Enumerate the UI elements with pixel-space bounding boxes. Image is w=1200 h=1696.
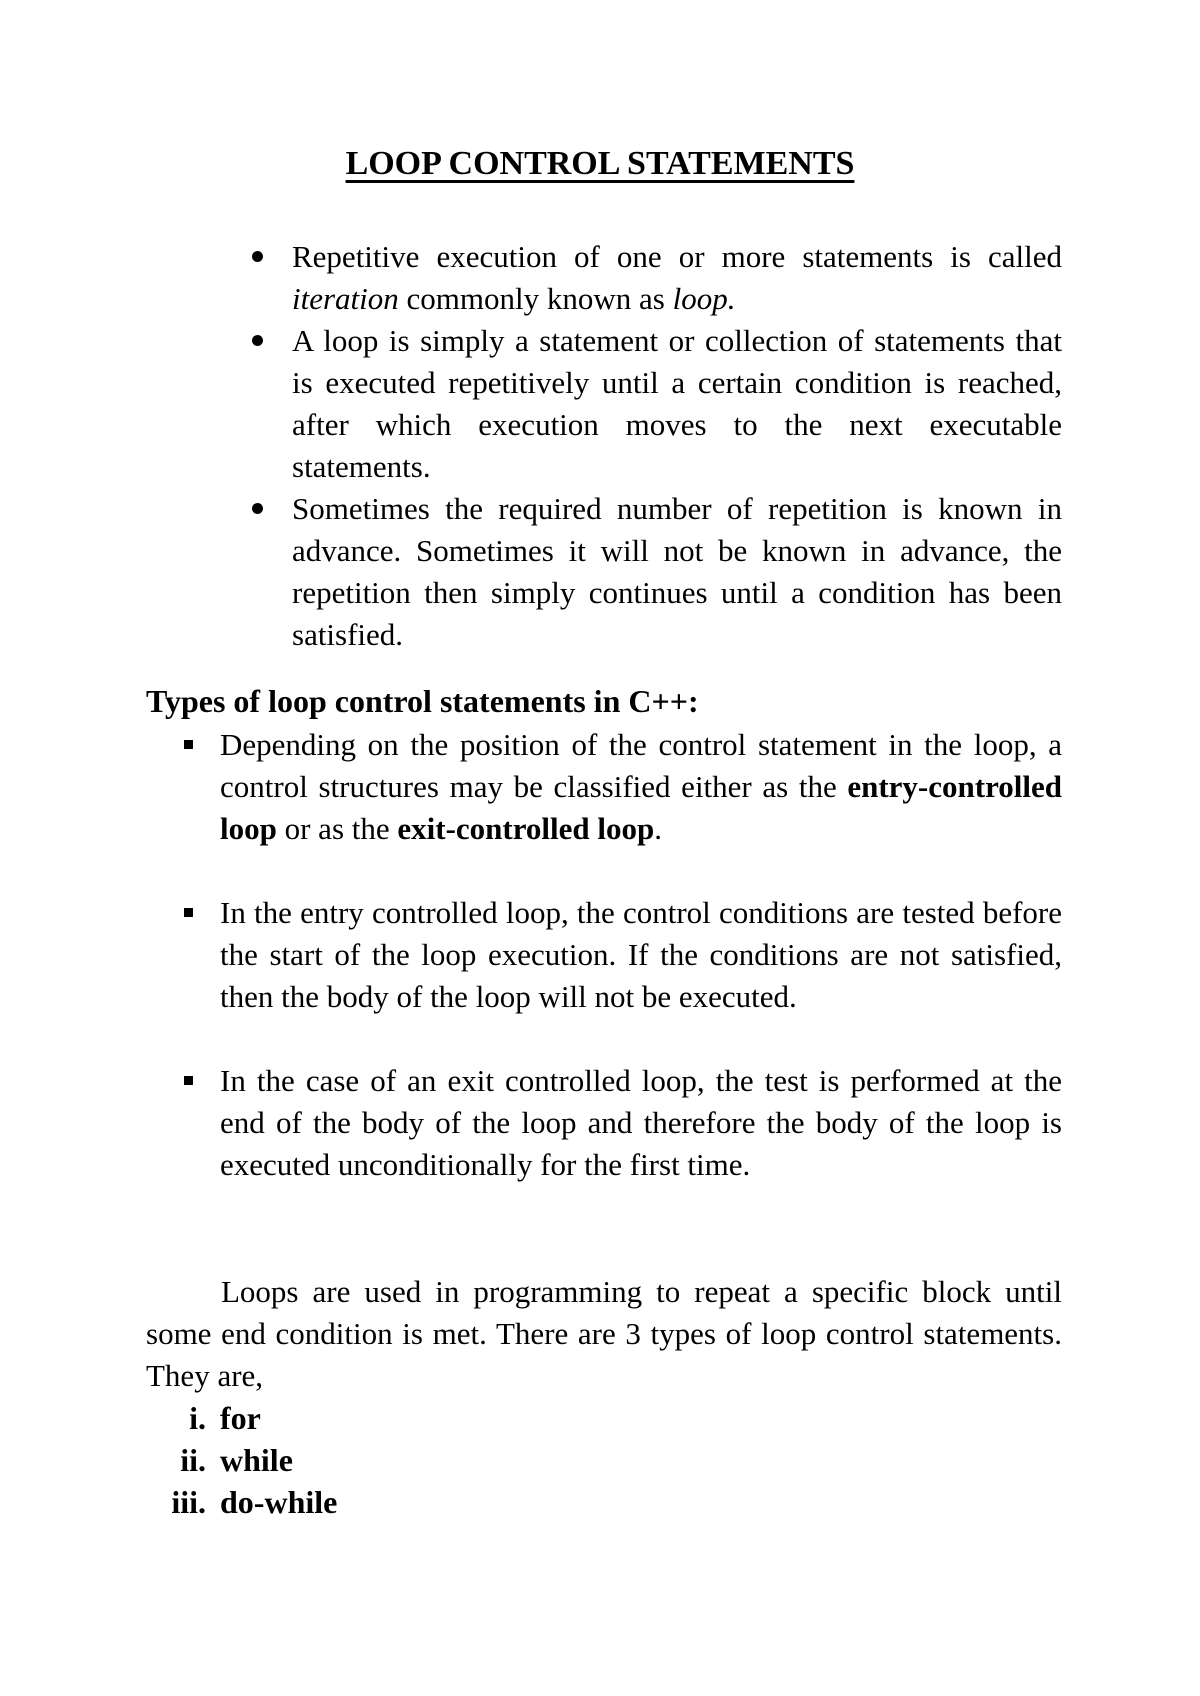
bullet-square-icon — [184, 1076, 193, 1085]
section-heading: Types of loop control statements in C++: — [146, 683, 699, 719]
intro-bullet-2: A loop is simply a statement or collection of statements that is executed repetitively until a certain condition is reached, after which execution moves to the next executable statements. — [246, 320, 1062, 488]
list-number: i. — [189, 1400, 206, 1436]
types-bullet-1: Depending on the position of the control statement in the loop, a control structures may be classified either as the entry-controlled loop or as the exit-controlled loop. — [178, 724, 1062, 850]
intro-bullet-list — [246, 236, 1062, 656]
page-title: LOOP CONTROL STATEMENTS — [345, 145, 855, 182]
bullet-dot-icon — [252, 251, 263, 262]
closing-paragraph: Loops are used in programming to repeat a specific block until some end condition is met. There are 3 types of loop control statements. They are, — [146, 1274, 1062, 1393]
list-number: ii. — [180, 1442, 206, 1478]
types-bullet-2: In the entry controlled loop, the control conditions are tested before the start of the loop execution. If the conditions are not satisfied, then the body of the loop will not be executed. — [178, 892, 1062, 1018]
intro-bullet-1: Repetitive execution of one or more statements is called iteration commonly known as loop. — [246, 236, 1062, 320]
bullet-dot-icon — [252, 335, 263, 346]
list-number: iii. — [171, 1484, 206, 1520]
loop-type-label: do-while — [220, 1484, 338, 1520]
bullet-dot-icon — [252, 503, 263, 514]
loop-type-label: for — [220, 1400, 261, 1436]
bullet-square-icon — [184, 740, 193, 749]
types-bullet-list — [178, 724, 1062, 1186]
bullet-square-icon — [184, 908, 193, 917]
types-bullet-3: In the case of an exit controlled loop, the test is performed at the end of the body of the loop and therefore the body of the loop is executed unconditionally for the first time. — [178, 1060, 1062, 1186]
loop-type-label: while — [220, 1442, 293, 1478]
intro-bullet-3: Sometimes the required number of repetition is known in advance. Sometimes it will not be known in advance, the repetition then simply continues until a condition has been satisfied. — [246, 488, 1062, 656]
